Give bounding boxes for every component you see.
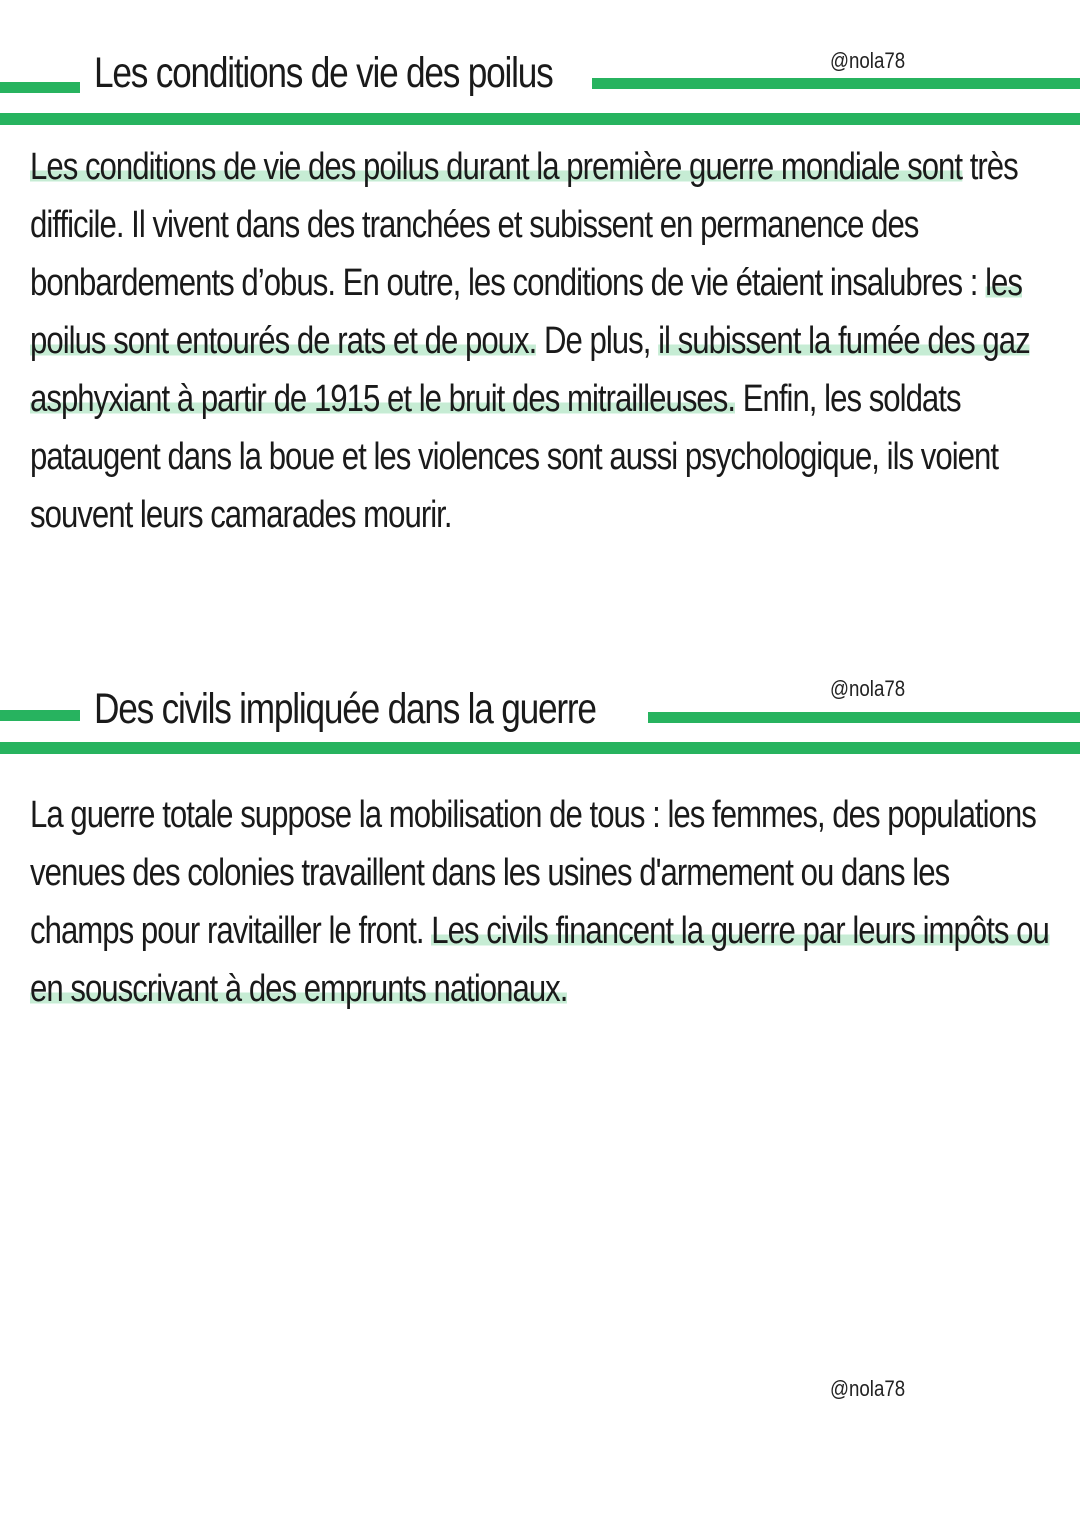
title-bar-right bbox=[648, 712, 1080, 723]
section-paragraph bbox=[30, 138, 1051, 544]
section-living-conditions bbox=[0, 0, 1080, 600]
section-title: Des civils impliquée dans la guerre bbox=[94, 685, 596, 733]
author-handle: @nola78 bbox=[830, 48, 906, 73]
paragraph-text: Enfin, les soldats pataugent dans la boue et les violences sont aussi psychologique, ils voient souvent leurs camarades mourir. bbox=[30, 378, 999, 536]
title-bar-right bbox=[592, 78, 1080, 89]
paragraph-text: La guerre totale suppose la mobilisation de tous : les femmes, des populations venues des colonies travaillent dans les usines d'armement ou dans les champs pour ravitailler le front. bbox=[30, 794, 1036, 952]
author-handle: @nola78 bbox=[830, 676, 906, 701]
paragraph-text: De plus, bbox=[536, 320, 659, 362]
highlighted-text: Les conditions de vie des poilus durant la première guerre mondiale sont bbox=[30, 146, 963, 188]
author-handle-footer: @nola78 bbox=[830, 1376, 906, 1401]
title-bar-left bbox=[0, 710, 80, 721]
paragraph-text: très difficile. Il vivent dans des tranchées et subissent en permanence des bonbardements d’obus. En outre, les conditions de vie étaient insalubres : bbox=[30, 146, 1018, 304]
highlighted-text: les poilus sont entourés de rats et de poux. bbox=[30, 262, 1023, 362]
title-bar-left bbox=[0, 82, 80, 93]
title-underline-bar bbox=[0, 742, 1080, 754]
section-civilians bbox=[0, 650, 1080, 1050]
section-paragraph bbox=[30, 786, 1051, 1018]
highlighted-text: il subissent la fumée des gaz asphyxiant à partir de 1915 et le bruit des mitrailleuses. bbox=[30, 320, 1030, 420]
highlighted-text: Les civils financent la guerre par leurs impôts ou en souscrivant à des emprunts nationaux. bbox=[30, 910, 1049, 1010]
section-title: Les conditions de vie des poilus bbox=[94, 49, 553, 97]
title-underline-bar bbox=[0, 113, 1080, 125]
